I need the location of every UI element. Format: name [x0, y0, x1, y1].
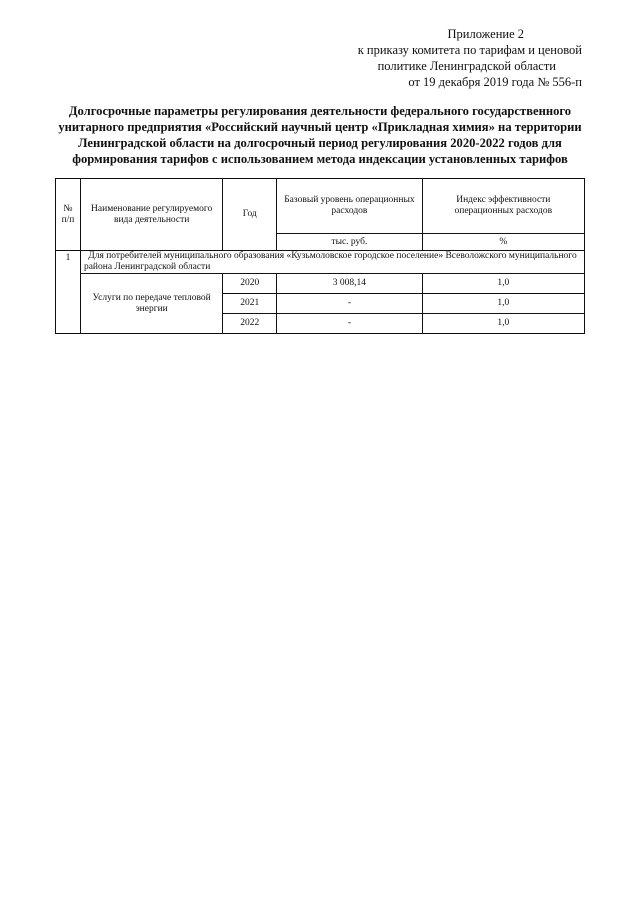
appendix-line: к приказу комитета по тарифам и ценовой — [357, 43, 582, 57]
unit-base: тыс. руб. — [277, 234, 422, 251]
appendix-header — [302, 26, 582, 90]
cell-base: - — [277, 314, 422, 334]
appendix-line: Приложение 2 — [447, 27, 524, 41]
table-group-row — [56, 251, 585, 274]
header-base: Базовый уровень операционных расходов — [277, 179, 422, 234]
service-name: Услуги по передаче тепловой энергии — [80, 274, 222, 334]
group-description: Для потребителей муниципального образования «Кузьмоловское городское поселение» Всеволожского муниципального района Ленинградской области — [80, 251, 584, 274]
cell-base: - — [277, 294, 422, 314]
header-index: Индекс эффективности операционных расходов — [422, 179, 584, 234]
appendix-line: политике Ленинградской области — [377, 59, 556, 73]
table-row — [56, 274, 585, 294]
parameters-table — [55, 178, 585, 334]
cell-year: 2020 — [223, 274, 277, 294]
header-year: Год — [223, 179, 277, 251]
appendix-line: от 19 декабря 2019 года № 556-п — [408, 75, 582, 89]
cell-base: 3 008,14 — [277, 274, 422, 294]
unit-index: % — [422, 234, 584, 251]
cell-index: 1,0 — [422, 294, 584, 314]
document-title: Долгосрочные параметры регулирования деятельности федерального государственного унитарного предприятия «Российский научный центр «Прикладная химия» на территории Ленинградской области на долгосрочный период регулирования 2020-2022 годов для формирования тарифов с использованием метода индексации установленных тарифов — [58, 104, 582, 166]
cell-year: 2021 — [223, 294, 277, 314]
cell-year: 2022 — [223, 314, 277, 334]
cell-index: 1,0 — [422, 314, 584, 334]
cell-index: 1,0 — [422, 274, 584, 294]
table-header-row — [56, 179, 585, 234]
header-name: Наименование регулируемого вида деятельности — [80, 179, 222, 251]
header-num: № п/п — [56, 179, 81, 251]
row-number: 1 — [56, 251, 81, 334]
